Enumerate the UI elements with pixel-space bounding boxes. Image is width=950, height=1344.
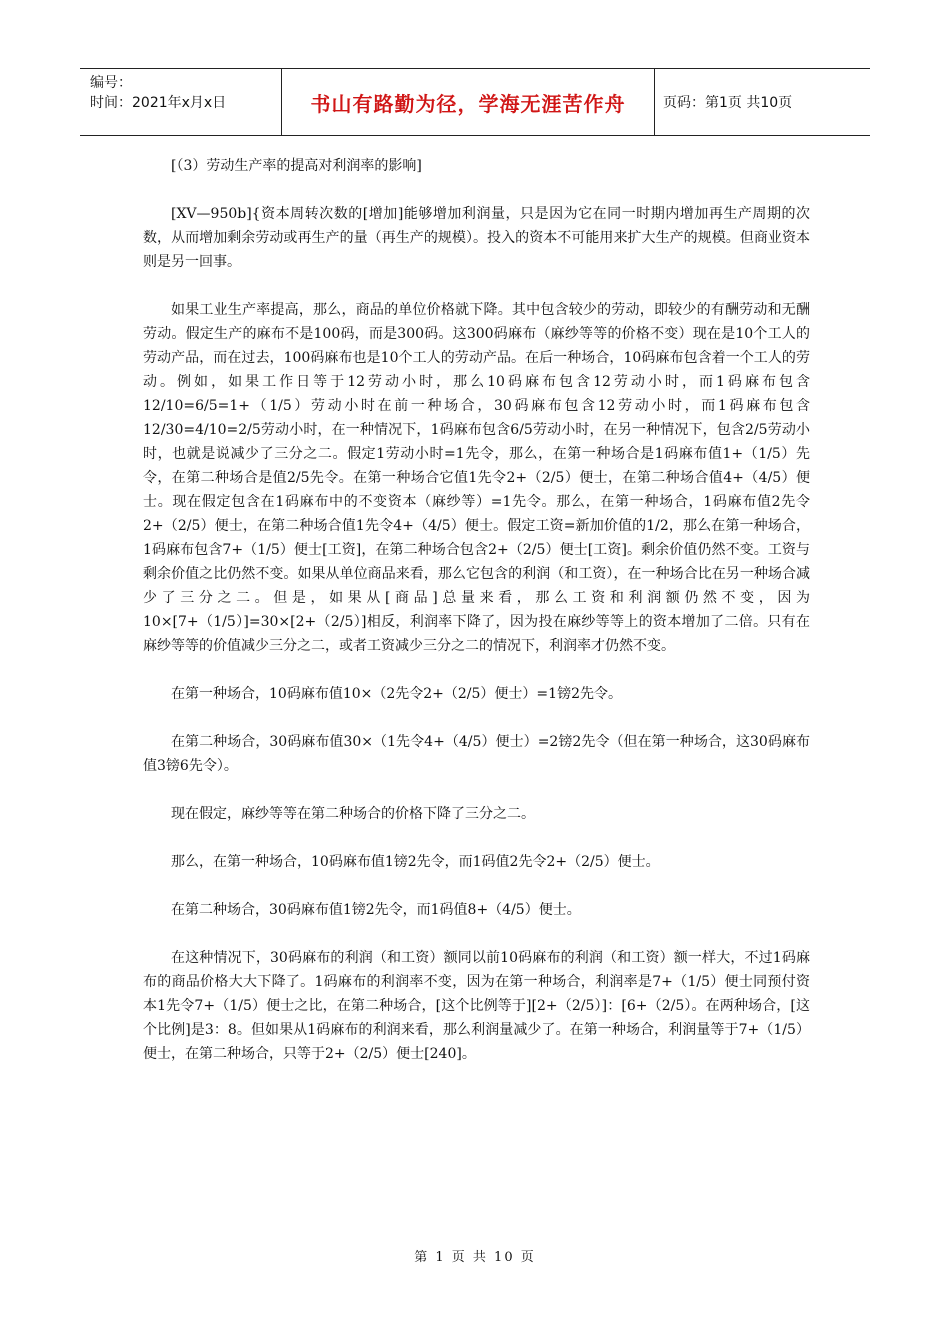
paragraph: 在第二种场合，30码麻布值30×（1先令4+（4/5）便士）=2镑2先令（但在第一种场合，这30码麻布值3镑6先令）。 <box>143 734 810 774</box>
paragraph: 那么，在第一种场合，10码麻布值1镑2先令，而1码值2先令2+（2/5）便士。 <box>171 854 660 870</box>
header-meta-cell <box>80 69 282 135</box>
paragraph: [XV—950b]{资本周转次数的[增加]能够增加利润量，只是因为它在同一时期内增加再生产周期的次数，从而增加剩余劳动或再生产的量（再生产的规模）。投入的资本不可能用来扩大生产的规模。但商业资本则是另一回事。 <box>143 206 810 270</box>
header-page-info: 页码：第1页 共10页 <box>663 95 793 111</box>
document-header <box>80 68 870 136</box>
paragraph: 在第一种场合，10码麻布值10×（2先令2+（2/5）便士）=1镑2先令。 <box>171 686 622 702</box>
page-footer: 第 1 页 共 10 页 <box>414 1250 536 1265</box>
paragraph: 如果工业生产率提高，那么，商品的单位价格就下降。其中包含较少的劳动，即较少的有酬劳动和无酬劳动。假定生产的麻布不是100码，而是300码。这300码麻布（麻纱等等的价格不变）现在是10个工人的劳动产品，而在过去，100码麻布也是10个工人的劳动产品。在后一种场合，10码麻布包含着一个工人的劳动。例如，如果工作日等于12劳动小时，那么10码麻布包含12劳动小时，而1码麻布包含12/10=6/5=1+（1/5）劳动小时在前一种场合，30码麻布包含12劳动小时，而1码麻布包含12/30=4/10=2/5劳动小时，在一种情况下，1码麻布包含6/5劳动小时，在另一种情况下，包含2/5劳动小时，也就是说减少了三分之二。假定1劳动小时=1先令，那么，在第一种场合是1码麻布值1+（1/5）先令，在第二种场合是值2/5先令。在第一种场合它值1先令2+（2/5）便士，在第二种场合值4+（4/5）便士。现在假定包含在1码麻布中的不变资本（麻纱等）=1先令。那么，在第一种场合，1码麻布值2先令2+（2/5）便士，在第二种场合值1先令4+（4/5）便士。假定工资=新加价值的1/2，那么在第一种场合，1码麻布包含7+（1/5）便士[工资]，在第二种场合包含2+（2/5）便士[工资]。剩余价值仍然不变。工资与剩余价值之比仍然不变。如果从单位商品来看，那么它包含的利润（和工资），在一种场合比在另一种场合减少了三分之二。但是，如果从[商品]总量来看，那么工资和利润额仍然不变，因为10×[7+（1/5）]=30×[2+（2/5）]相反，利润率下降了，因为投在麻纱等等上的资本增加了二倍。只有在麻纱等等的价值减少三分之二，或者工资减少三分之二的情况下，利润率才仍然不变。 <box>143 302 810 654</box>
paragraph: 现在假定，麻纱等等在第二种场合的价格下降了三分之二。 <box>171 806 535 822</box>
paragraph: 在第二种场合，30码麻布值1镑2先令，而1码值8+（4/5）便士。 <box>171 902 581 918</box>
paragraph: 在这种情况下，30码麻布的利润（和工资）额同以前10码麻布的利润（和工资）额一样大，不过1码麻布的商品价格大大下降了。1码麻布的利润率不变，因为在第一种场合，利润率是7+（1/5）便士同预付资本1先令7+（1/5）便士之比，在第二种场合，[这个比例等于][2+（2/5）]：[6+（2/5）。在两种场合，[这个比例]是3：8。但如果从1码麻布的利润来看，那么利润量减少了。在第一种场合，利润量等于7+（1/5）便士，在第二种场合，只等于2+（2/5）便士[240]。 <box>143 950 810 1062</box>
serial-number-label: 编号： <box>90 75 132 91</box>
document-body <box>143 154 810 1066</box>
header-motto: 书山有路勤为径，学海无涯苦作舟 <box>282 69 655 135</box>
section-heading: [（3）劳动生产率的提高对利润率的影响] <box>171 158 422 174</box>
date-label: 时间：2021年x月x日 <box>90 95 227 111</box>
